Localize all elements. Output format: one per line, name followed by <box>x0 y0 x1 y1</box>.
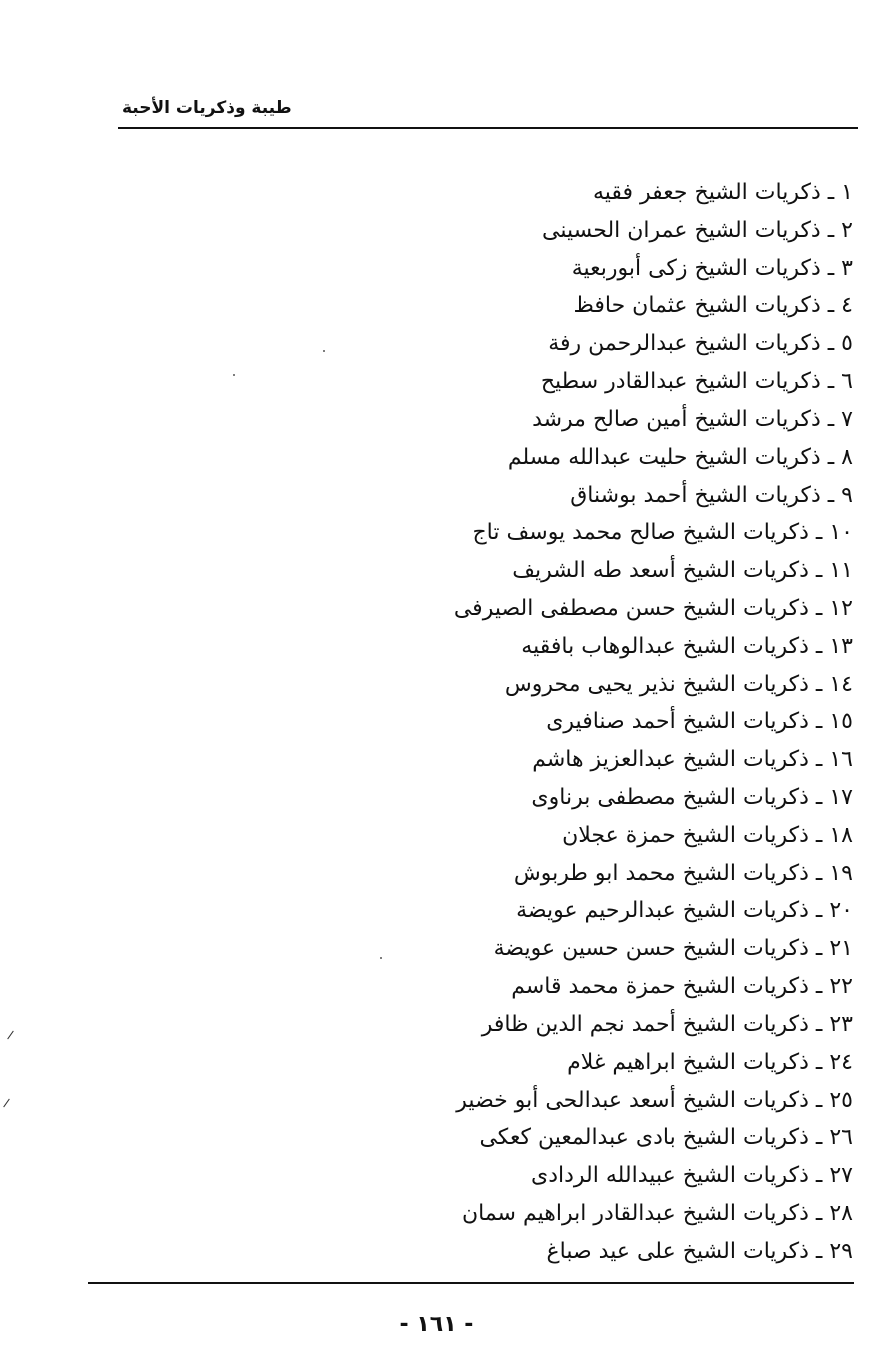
list-item: ٥ ـ ذكريات الشيخ عبدالرحمن رفة <box>548 331 853 357</box>
table-of-contents <box>373 174 853 1271</box>
list-item: ١٧ ـ ذكريات الشيخ مصطفى برناوى <box>531 785 853 810</box>
scan-speck <box>233 374 235 376</box>
list-item: ١٨ ـ ذكريات الشيخ حمزة عجلان <box>562 822 853 848</box>
list-item: ١٣ ـ ذكريات الشيخ عبدالوهاب بافقيه <box>521 633 853 659</box>
footer-divider <box>88 1282 854 1284</box>
list-item: ٢٥ ـ ذكريات الشيخ أسعد عبدالحى أبو خضير <box>456 1087 853 1113</box>
list-item: ١٤ ـ ذكريات الشيخ نذير يحيى محروس <box>504 671 853 697</box>
page-number: - ١٦١ - <box>399 1312 474 1337</box>
list-item: ٣ ـ ذكريات الشيخ زكى أبوربعية <box>571 255 853 281</box>
list-item: ٢٤ ـ ذكريات الشيخ ابراهيم غلام <box>567 1049 853 1075</box>
list-item: ٢ ـ ذكريات الشيخ عمران الحسينى <box>542 217 853 243</box>
list-item: ١٩ ـ ذكريات الشيخ محمد ابو طربوش <box>513 860 853 886</box>
list-item: ٨ ـ ذكريات الشيخ حليت عبدالله مسلم <box>507 444 853 470</box>
list-item: ٢٦ ـ ذكريات الشيخ بادى عبدالمعين كعكى <box>479 1125 853 1151</box>
list-item: ٢١ ـ ذكريات الشيخ حسن حسين عويضة <box>493 936 853 962</box>
list-item: ٢٩ ـ ذكريات الشيخ على عيد صباغ <box>546 1238 853 1264</box>
list-item: ٤ ـ ذكريات الشيخ عثمان حافظ <box>573 293 853 319</box>
list-item: ١٠ ـ ذكريات الشيخ صالح محمد يوسف تاج <box>472 520 853 546</box>
list-item: ٢٢ ـ ذكريات الشيخ حمزة محمد قاسم <box>511 974 853 1000</box>
list-item: ١١ ـ ذكريات الشيخ أسعد طه الشريف <box>512 558 853 584</box>
scan-mark <box>3 1099 10 1108</box>
list-item: ١ ـ ذكريات الشيخ جعفر فقيه <box>592 180 853 205</box>
list-item: ٧ ـ ذكريات الشيخ أمين صالح مرشد <box>532 406 853 432</box>
running-header: طيبة وذكريات الأحبة <box>122 98 292 118</box>
list-item: ٢٨ ـ ذكريات الشيخ عبدالقادر ابراهيم سمان <box>461 1200 853 1226</box>
list-item: ٢٠ ـ ذكريات الشيخ عبدالرحيم عويضة <box>516 898 853 924</box>
header-divider <box>118 127 858 129</box>
scan-speck <box>323 350 325 352</box>
list-item: ٢٣ ـ ذكريات الشيخ أحمد نجم الدين ظافر <box>481 1011 853 1037</box>
list-item: ١٥ ـ ذكريات الشيخ أحمد صنافيرى <box>546 709 853 735</box>
list-item: ٢٧ ـ ذكريات الشيخ عبيدالله الردادى <box>530 1163 853 1189</box>
scan-speck <box>380 957 382 959</box>
list-item: ٦ ـ ذكريات الشيخ عبدالقادر سطيح <box>540 369 853 395</box>
list-item: ٩ ـ ذكريات الشيخ أحمد بوشناق <box>570 482 853 508</box>
list-item: ١٢ ـ ذكريات الشيخ حسن مصطفى الصيرفى <box>453 595 853 621</box>
scan-mark <box>7 1031 14 1040</box>
list-item: ١٦ ـ ذكريات الشيخ عبدالعزيز هاشم <box>532 747 853 773</box>
